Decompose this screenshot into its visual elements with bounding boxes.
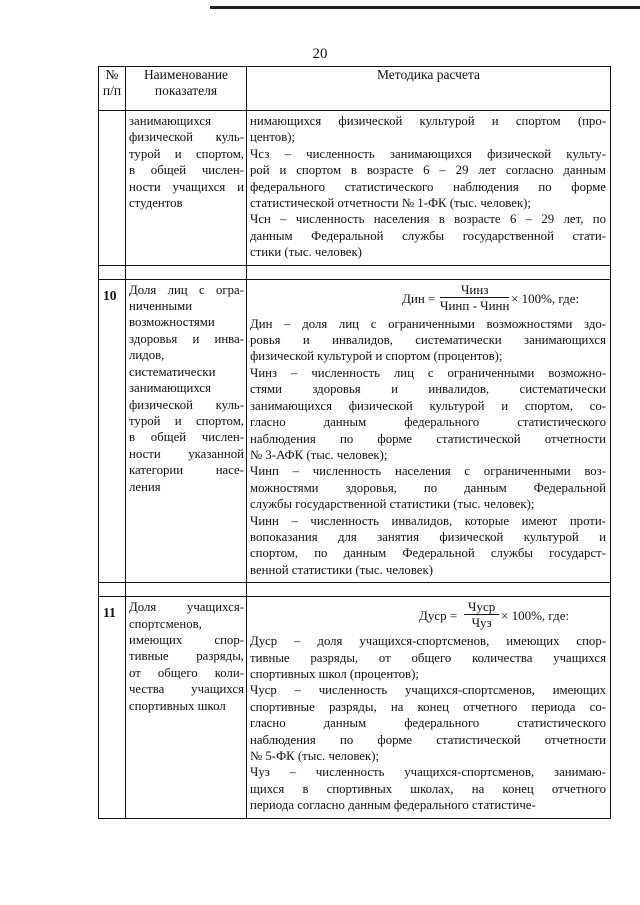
spacer-cell	[247, 583, 611, 597]
spacer-cell	[99, 265, 126, 279]
row-number: 10	[99, 279, 126, 583]
formula-denominator: Чуз	[471, 615, 492, 631]
indicator-line: турой и спортом,	[129, 413, 244, 428]
indicator-line: физической куль-	[129, 397, 244, 412]
formula-rhs: × 100%, где:	[511, 290, 580, 306]
indicator-line: ности указанной	[129, 446, 244, 461]
header-indicator	[126, 67, 247, 111]
row-number	[99, 111, 126, 266]
indicator-line: ности учащихся и	[129, 179, 244, 194]
top-rule	[210, 6, 640, 9]
formula-lhs: Дуср =	[419, 608, 458, 624]
indicator-line: физической куль-	[129, 130, 244, 145]
table-row	[99, 597, 611, 818]
method-line: наблюдения по форме статистической отчетности	[250, 431, 606, 446]
method-line: стями здоровья и инвалидов, систематически	[250, 382, 606, 397]
method-line: федерального статистического наблюдения по форме	[250, 179, 606, 194]
method-line: занимающихся физической культурой и спортом, со-	[250, 398, 606, 413]
method-line: Чинн – численность инвалидов, которые имеют проти-	[250, 513, 606, 528]
method-line: центов);	[250, 130, 296, 145]
spacer-cell	[126, 583, 247, 597]
method-line: спортом, по данным Федеральной службы государст-	[250, 546, 606, 561]
method-line: Чсн – численность населения в возрасте 6 – 29 лет, по	[250, 212, 606, 227]
method-line: Дуср – доля учащихся-спортсменов, имеющих спор-	[250, 634, 606, 649]
table-row	[99, 111, 611, 266]
formula-rhs: × 100%, где:	[501, 608, 570, 624]
header-num	[99, 67, 126, 111]
indicator-line: занимающихся	[129, 381, 211, 396]
method-description	[247, 279, 611, 583]
indicator-line: лидов,	[129, 348, 165, 363]
spacer-cell	[126, 265, 247, 279]
method-line: периода согласно данным федерального статистиче-	[250, 798, 536, 813]
method-line: наблюдения по форме статистической отчетности	[250, 732, 606, 747]
method-line: № 3-АФК (тыс. человек);	[250, 447, 388, 462]
method-line: Чуср – численность учащихся-спортсменов, имеющих	[250, 683, 606, 698]
indicator-line: студентов	[129, 196, 183, 211]
indicator-line: спортивных школ	[129, 698, 226, 713]
method-description	[247, 597, 611, 818]
method-line: службы государственной статистики (тыс. человек);	[250, 497, 535, 512]
method-line: Чуз – численность учащихся-спортсменов, занимаю-	[250, 765, 606, 780]
indicator-line: от общего коли-	[129, 665, 244, 680]
indicator-line: тивные разряды,	[129, 649, 244, 664]
indicator-line: ления	[129, 479, 161, 494]
indicator-name	[126, 111, 247, 266]
formula-lhs: Дин =	[402, 290, 436, 306]
formula-numerator: Чинз	[440, 282, 509, 298]
method-line: Дин – доля лиц с ограниченными возможностями здо-	[250, 316, 606, 331]
indicator-line: занимающихся	[129, 114, 211, 128]
formula-numerator: Чуср	[464, 599, 499, 615]
header-indicator-label: Наименование показателя	[143, 67, 229, 98]
row-number: 11	[99, 597, 126, 818]
method-line: данным Федеральной службы государственной стати-	[250, 228, 606, 243]
indicator-line: категории насе-	[129, 463, 244, 478]
header-method-label: Методика расчета	[376, 67, 481, 82]
row-spacer	[99, 583, 611, 597]
indicator-name	[126, 597, 247, 818]
method-line: спортивных школ (процентов);	[250, 666, 419, 681]
indicator-line: чества учащихся	[129, 682, 244, 697]
method-line: ровья и инвалидов, систематически занимающихся	[250, 333, 606, 348]
method-description	[247, 111, 611, 266]
method-line: тивные разряды, от общего количества учащихся	[250, 650, 606, 665]
header-num-label: № п/п	[102, 67, 122, 98]
method-line: стики (тыс. человек)	[250, 245, 362, 260]
indicator-line: ниченными	[129, 299, 193, 314]
formula-denominator: Чинп - Чинн	[440, 297, 510, 313]
indicator-line: систематически	[129, 364, 216, 379]
method-line: можностями здоровья, по данным Федеральной	[250, 480, 606, 495]
method-line: рой и спортом в возрасте 6 – 29 лет согласно данным	[250, 163, 606, 178]
method-line: вопоказания для занятия физической культурой и	[250, 529, 606, 544]
indicator-line: Доля учащихся-	[129, 600, 244, 615]
indicator-name	[126, 279, 247, 583]
spacer-cell	[99, 583, 126, 597]
method-line: Чинз – численность лиц с ограниченными возможно-	[250, 365, 606, 380]
method-line: Чсз – численность занимающихся физической культу-	[250, 146, 606, 161]
indicator-line: турой и спортом,	[129, 146, 244, 161]
indicator-line: возможностями	[129, 315, 215, 330]
method-line: статистической отчетности № 1-ФК (тыс. человек);	[250, 196, 531, 211]
table-row	[99, 279, 611, 583]
method-line: гласно данным федерального статистического	[250, 716, 606, 731]
method-line: гласно данным федерального статистического	[250, 415, 606, 430]
indicator-line: в общей числен-	[129, 163, 244, 178]
page-number: 20	[312, 46, 328, 62]
header-method	[247, 67, 611, 111]
indicator-line: здоровья и инва-	[129, 331, 244, 346]
methodology-table	[98, 66, 611, 819]
indicator-line: спортсменов,	[129, 616, 202, 631]
spacer-cell	[247, 265, 611, 279]
method-line: венной статистики (тыс. человек)	[250, 562, 433, 577]
method-line: щихся в спортивных школах, на конец отчетного	[250, 781, 606, 796]
formula	[250, 599, 606, 633]
method-line: № 5-ФК (тыс. человек);	[250, 749, 380, 763]
table-header-row	[99, 67, 611, 111]
method-line: Чинп – численность населения с ограниченными воз-	[250, 464, 606, 479]
method-line: нимающихся физической культурой и спортом (про-	[250, 114, 606, 128]
indicator-line: в общей числен-	[129, 430, 244, 445]
indicator-line: Доля лиц с огра-	[129, 282, 244, 297]
method-line: физической культурой и спортом (процентов);	[250, 349, 503, 364]
formula	[250, 282, 606, 316]
method-line: спортивные разряды, на конец отчетного периода со-	[250, 699, 606, 714]
formula-fraction	[440, 282, 509, 314]
indicator-line: имеющих спор-	[129, 632, 244, 647]
formula-fraction	[464, 599, 499, 631]
row-spacer	[99, 265, 611, 279]
